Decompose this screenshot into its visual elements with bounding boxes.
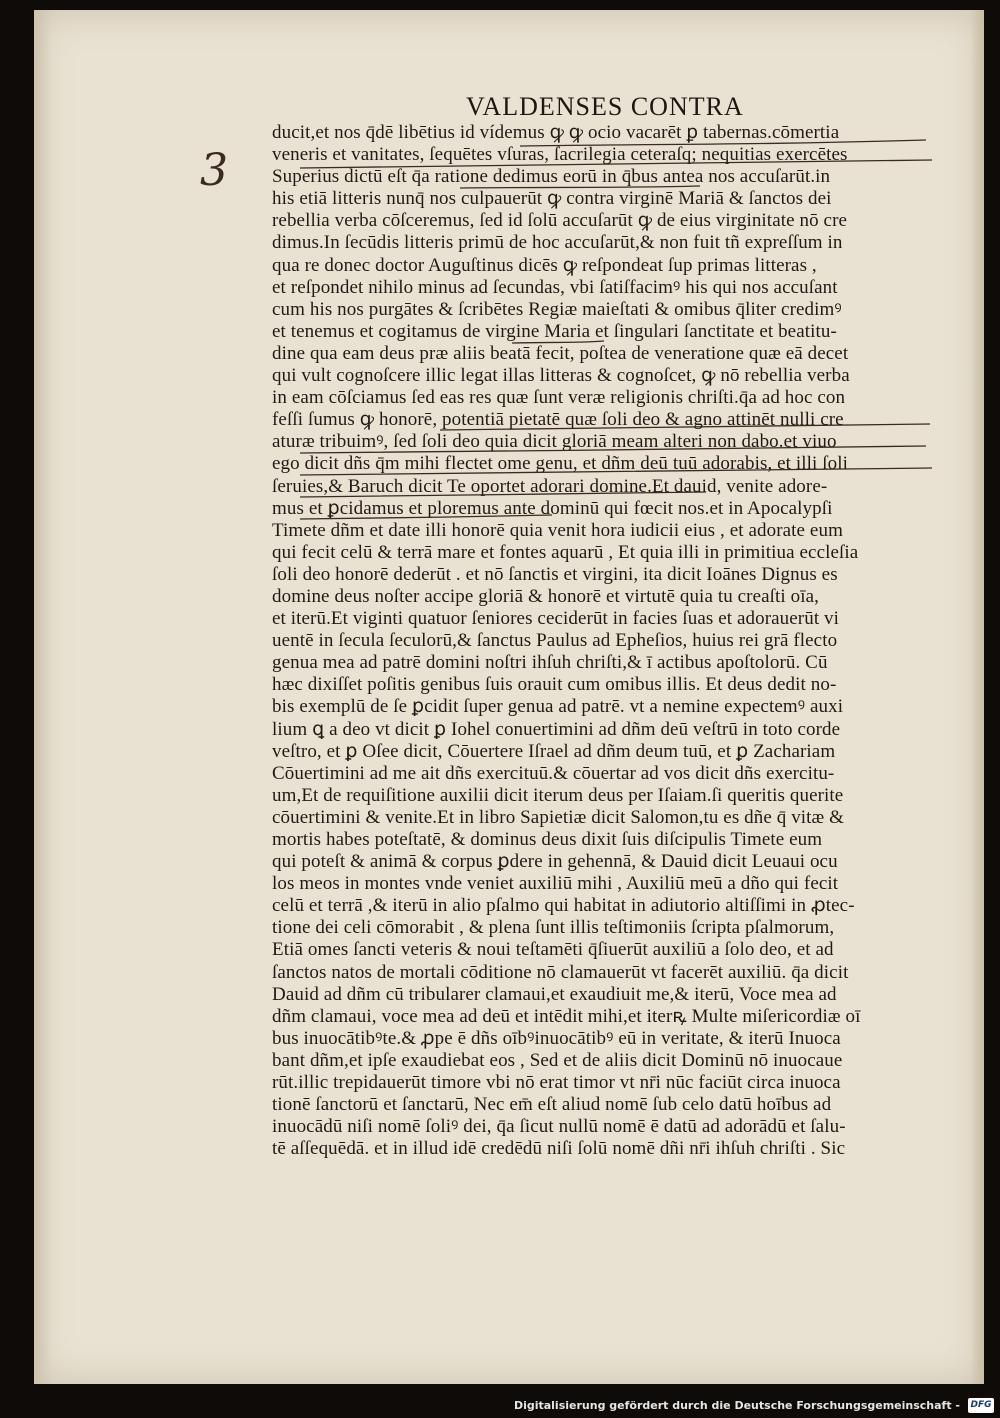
page-gutter-shadow xyxy=(34,10,52,1384)
text-line: aturæ tribuimꝰ, ſed ſoli deo quia dicit gloriā meam alteri non dabo.et viuo xyxy=(272,431,837,453)
text-line: rebellia verba cōſceremus, ſed id ſolū accuſarūt ꝙ de eius virginitate nō cre xyxy=(272,210,848,232)
text-line: qua re donec doctor Auguſtinus dicēs ꝙ reſpondeat ſup primas litteras , xyxy=(272,254,817,276)
running-head: VALDENSES CONTRA xyxy=(466,92,744,121)
text-line: Superius dictū eſt q̄a ratione dedimus eorū in q̄bus antea nos accuſarūt.in xyxy=(272,166,831,188)
text-line: et tenemus et cogitamus de virgine Maria et ſingulari ſanctitate et beatitu- xyxy=(272,320,837,342)
text-line: tionē ſanctorū et ſanctarū, Nec em̄ eſt aliud nomē ſub celo datū hoībus ad xyxy=(272,1094,832,1116)
text-line: los meos in montes vnde veniet auxiliū mihi , Auxiliū meū a dño qui fecit xyxy=(272,873,839,895)
page-edge-shadow xyxy=(970,10,984,1384)
text-line: bis exemplū de ſe ꝑcidit ſuper genua ad patrē. vt a nemine expectemꝰ auxi xyxy=(272,696,844,718)
text-line: ducit,et nos q̄dē libētius id vídemus ꝙ ꝙ ocio vacarēt ꝑ tabernas.cōmertia xyxy=(272,122,840,143)
text-line: celū et terrā ,& iterū in alio pſalmo qui habitat in adiutorio altiſſimi in ꝓtec- xyxy=(272,895,855,917)
text-line: qui poteſt & animā & corpus ꝑdere in gehennā, & Dauid dicit Leuaui ocu xyxy=(272,851,838,873)
text-line: um,Et de requiſitione auxilii dicit iterum deus per Iſaiam.ſi queritis querite xyxy=(272,784,844,806)
text-line: et iterū.Et viginti quatuor ſeniores ceciderūt in facies ſuas et adorauerūt vi xyxy=(272,608,840,630)
text-line: ſanctos natos de mortali cōditione nō clamauerūt vt facerēt auxiliū. q̄a dicit xyxy=(272,961,849,983)
text-line: tione dei celi cōmorabit , & plena ſunt illis teſtimoniis ſcripta pſalmorum, xyxy=(272,917,835,939)
text-line: qui vult cognoſcere illic legat illas litteras & cognoſcet, ꝙ nō rebellia verba xyxy=(272,365,850,387)
footer-bar xyxy=(0,1384,1000,1418)
text-line: dine qua eam deus præ aliis beatā fecit, poſtea de veneratione quæ eā decet xyxy=(272,342,849,364)
text-line: Cōuertimini ad me ait dñs exercituū.& cōuertar ad vos dicit dñs exercitu- xyxy=(272,762,835,784)
text-line: ſeruies,& Baruch dicit Te oportet adorari domine.Et dauid, venite adore- xyxy=(272,475,828,497)
text-line: mus et ꝑcidamus et ploremus ante dominū qui fœcit nos.et in Apocalypſi xyxy=(272,497,833,519)
text-line: feſſi ſumus ꝙ honorē, potentiā pietatē quæ ſoli deo & agno attinēt nulli cre xyxy=(272,409,844,431)
text-line: dñm clamaui, voce mea ad deū et intēdit mihi,et iterꝶ Multe miſericordiæ oī xyxy=(272,1005,861,1027)
text-line: cōuertimini & venite.Et in libro Sapietiæ dicit Salomon,tu es dñe q̄ vitæ & xyxy=(272,806,845,828)
text-line: Timete dñm et date illi honorē quia venit hora iudicii eius , et adorate eum xyxy=(272,519,843,541)
text-line: in eam cōſciamus ſed eas res quæ ſunt veræ religionis chriſti.q̄a ad hoc con xyxy=(272,387,846,409)
text-line: Etiā omes ſancti veteris & noui teſtamēti q̄ſiuerūt auxiliū a ſolo deo, et ad xyxy=(272,939,834,961)
text-line: genua mea ad patrē domini noſtri ihſuh chriſti,& ī actibus apoſtolorū. Cū xyxy=(272,652,828,674)
funding-notice: Digitalisierung gefördert durch die Deutsche Forschungsgemeinschaft - xyxy=(513,1399,960,1412)
text-line: lium ꝗ a deo vt dicit ꝑ Iohel conuertimini ad dñm deū veſtrū in toto corde xyxy=(272,718,841,740)
text-line: veneris et vanitates, ſequētes vſuras, ſacrilegia ceteraſq; nequitias exercētes xyxy=(272,144,848,166)
dfg-logo: DFG xyxy=(968,1398,994,1413)
handwritten-margin-mark xyxy=(196,145,236,195)
text-line: inuocādū niſi nomē ſoliꝰ dei, q̄a ſicut nullū nomē ē datū ad adorādū et ſalu- xyxy=(272,1116,846,1138)
text-line: bant dñm,et ipſe exaudiebat eos , Sed et de aliis dicit Dominū nō inuocaue xyxy=(272,1049,843,1071)
text-line: ego dicit dñs q̄m mihi flectet ome genu, et dñm deū tuū adorabis, et illi ſoli xyxy=(272,453,849,475)
text-line: ſoli deo honorē dederūt . et nō ſanctis et virgini, ita dicit Ioānes Dignus es xyxy=(272,563,838,585)
text-line: Dauid ad dñm cū tribularer clamaui,et exaudiuit me,& iterū, Voce mea ad xyxy=(272,983,837,1005)
text-line: his etiā litteris nunq̄ nos culpauerūt ꝙ contra virginē Mariā & ſanctos dei xyxy=(272,188,832,210)
text-line: rūt.illic trepidauerūt timore vbi nō erat timor vt nr̄i nūc faciūt circa inuoca xyxy=(272,1072,841,1094)
text-line: veſtro, et ꝑ Oſee dicit, Cōuertere Iſrael ad dñm deum tuū, et ꝑ Zachariam xyxy=(272,740,836,762)
text-line: hæc dixiſſet poſitis genibus ſuis orauit cum omibus illis. Et deus dedit no- xyxy=(272,674,837,696)
svg-text:3: 3 xyxy=(200,145,228,195)
text-line: tē aſſequēdā. et in illud idē credēdū niſi ſolū nomē dñi nr̄i ihſuh chriſti . Sic xyxy=(272,1138,846,1160)
text-line: uentē in ſecula ſeculorū,& ſanctus Paulus ad Epheſios, huius rei grā flecto xyxy=(272,630,838,652)
body-text xyxy=(272,122,920,1160)
text-line: qui fecit celū & terrā mare et fontes aquarū , Et quia illi in primitiua eccleſia xyxy=(272,541,859,563)
text-line: et reſpondet nihilo minus ad ſecundas, vbi ſatiſfacimꝰ his qui nos accuſant xyxy=(272,276,838,298)
text-line: bus inuocātibꝰte.& ꝓpe ē dñs oībꝰinuocātibꝰ eū in veritate, & iterū Inuoca xyxy=(272,1027,841,1049)
text-line: mortis habes poteſtatē, & dominus deus dixit ſuis diſcipulis Timete eum xyxy=(272,829,823,850)
text-line: domine deus noſter accipe gloriā & honorē et virtutē quia tu creaſti oīa, xyxy=(272,585,820,607)
text-line: cum his nos purgātes & ſcribētes Regiæ maieſtati & omibus q̄liter credimꝰ xyxy=(272,298,842,320)
text-line: dimus.In ſecūdis litteris primū de hoc accuſarūt,& non fuit tñ expreſſum in xyxy=(272,232,843,254)
